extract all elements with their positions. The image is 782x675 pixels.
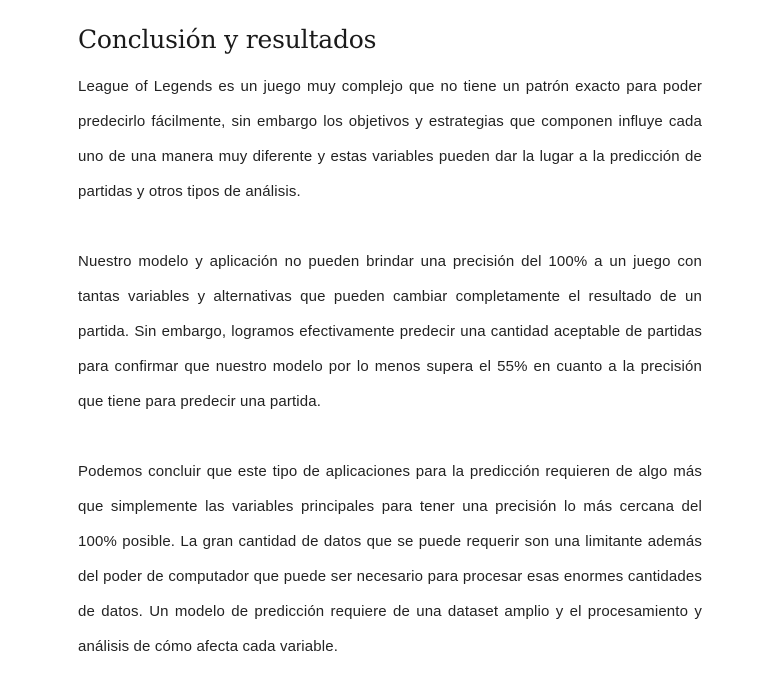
page-title: Conclusión y resultados	[78, 25, 377, 54]
paragraph-intro: League of Legends es un juego muy complejo que no tiene un patrón exacto para poder predecirlo fácilmente, sin embargo los objetivos y estrategias que componen influye cada uno de una manera muy diferente y estas variables pueden dar la lugar a la predicción de partidas y otros tipos de análisis.	[78, 78, 702, 200]
paragraph-conclusion: Podemos concluir que este tipo de aplicaciones para la predicción requieren de algo más que simplemente las variables principales para tener una precisión lo más cercana del 100% posible. La gran cantidad de datos que se puede requerir son una limitante además del poder de computador que puede ser necesario para procesar esas enormes cantidades de datos. Un modelo de predicción requiere de una dataset amplio y el procesamiento y análisis de cómo afecta cada variable.	[78, 463, 702, 655]
article-content	[78, 24, 702, 664]
paragraph-model-precision: Nuestro modelo y aplicación no pueden brindar una precisión del 100% a un juego con tantas variables y alternativas que pueden cambiar completamente el resultado de un partida. Sin embargo, logramos efectivamente predecir una cantidad aceptable de partidas para confirmar que nuestro modelo por lo menos supera el 55% en cuanto a la precisión que tiene para predecir una partida.	[78, 253, 702, 410]
